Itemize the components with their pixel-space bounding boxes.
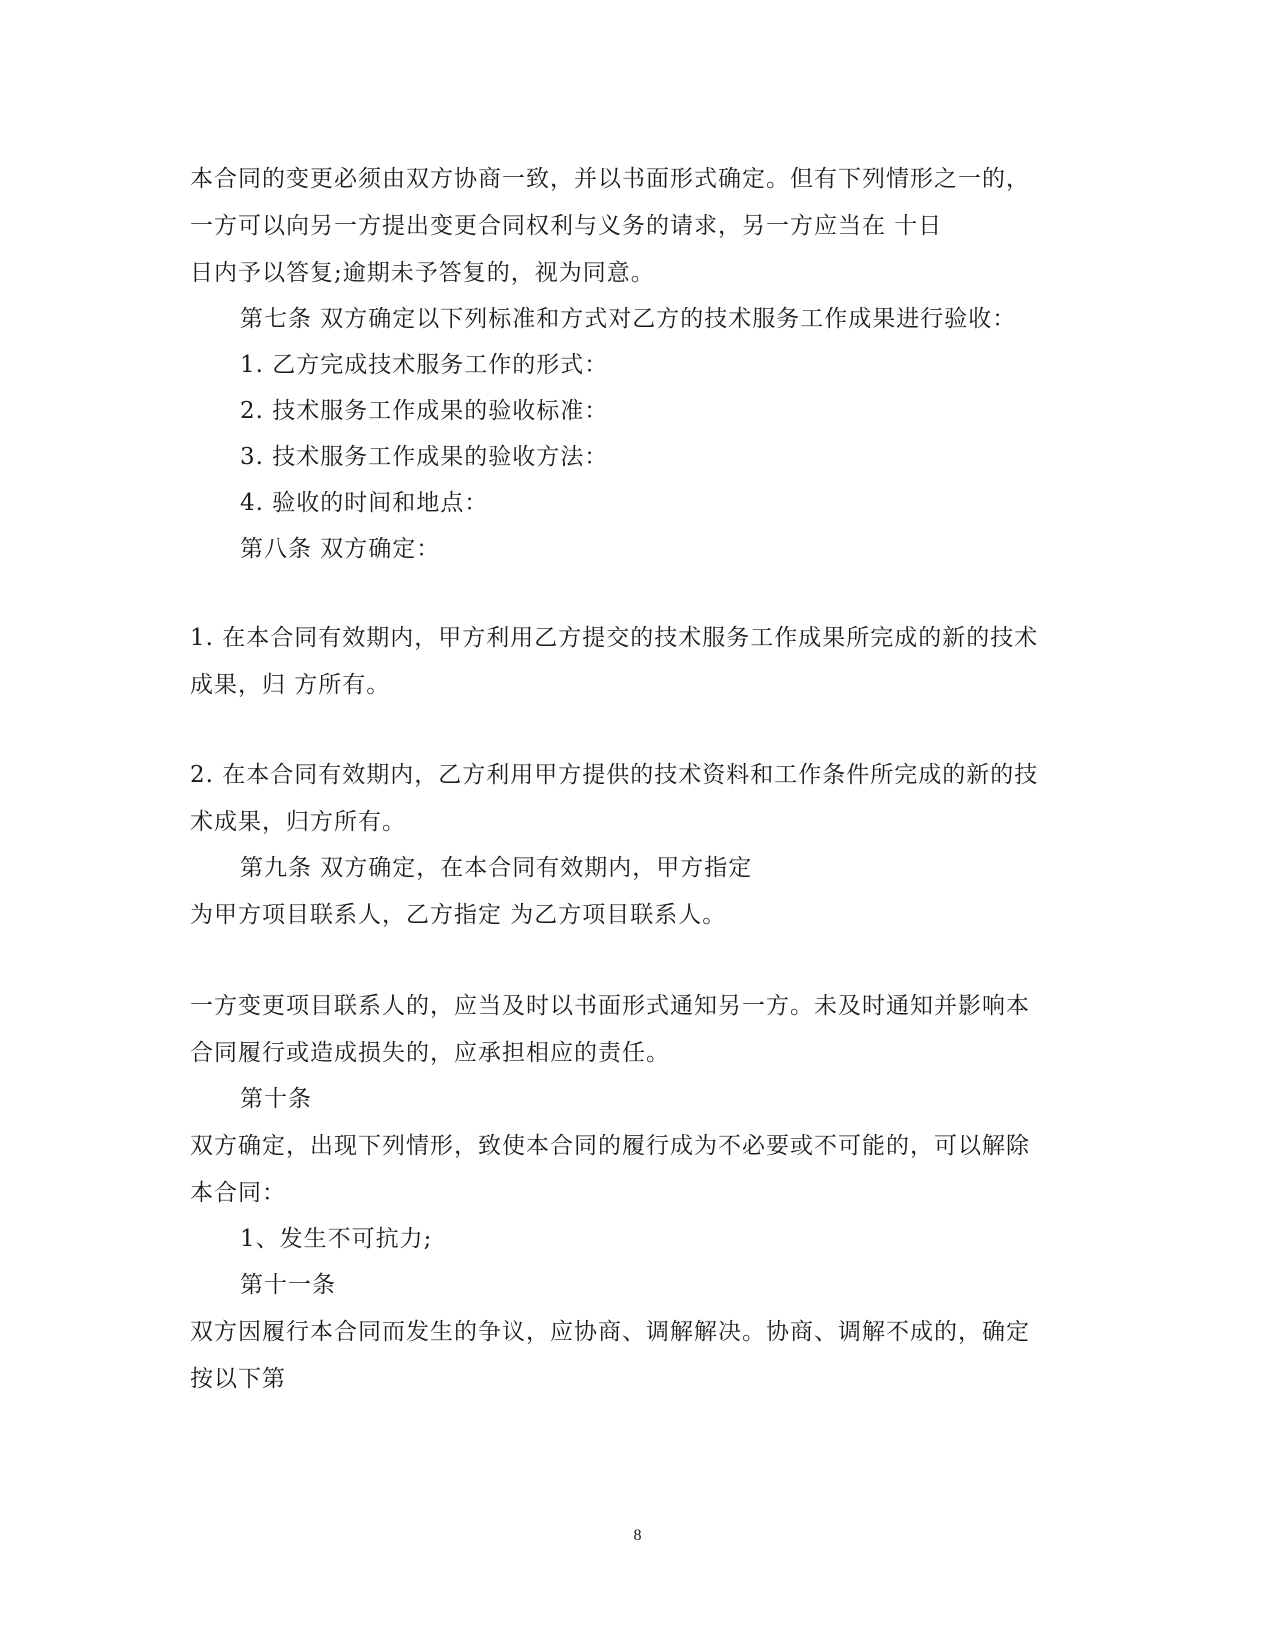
list-item: 1. 乙方完成技术服务工作的形式： <box>240 352 609 378</box>
text-line: 术成果，归方所有。 <box>190 809 406 835</box>
text-line: 本合同： <box>190 1180 286 1206</box>
list-item: 2. 技术服务工作成果的验收标准： <box>240 398 609 424</box>
text-line: 成果，归 方所有。 <box>190 672 391 698</box>
text-line: 1. 在本合同有效期内，甲方利用乙方提交的技术服务工作成果所完成的新的技术 <box>190 625 1039 651</box>
text-line: 一方可以向另一方提出变更合同权利与义务的请求，另一方应当在 十日 <box>190 213 943 239</box>
article-heading: 第七条 双方确定以下列标准和方式对乙方的技术服务工作成果进行验收： <box>240 306 1017 332</box>
article-heading: 第十条 <box>240 1086 312 1112</box>
text-line: 日内予以答复;逾期未予答复的，视为同意。 <box>190 260 655 286</box>
text-line: 按以下第 <box>190 1366 286 1392</box>
text-line: 合同履行或造成损失的，应承担相应的责任。 <box>190 1040 670 1066</box>
article-heading: 第十一条 <box>240 1272 336 1298</box>
list-item: 3. 技术服务工作成果的验收方法： <box>240 444 609 470</box>
text-line: 双方确定，出现下列情形，致使本合同的履行成为不必要或不可能的，可以解除 <box>190 1133 1030 1159</box>
text-line: 2. 在本合同有效期内，乙方利用甲方提供的技术资料和工作条件所完成的新的技 <box>190 762 1039 788</box>
text-line: 本合同的变更必须由双方协商一致，并以书面形式确定。但有下列情形之一的， <box>190 166 1030 192</box>
text-line: 为甲方项目联系人，乙方指定 为乙方项目联系人。 <box>190 902 727 928</box>
page-number: 8 <box>633 1527 642 1544</box>
text-line: 一方变更项目联系人的，应当及时以书面形式通知另一方。未及时通知并影响本 <box>190 993 1030 1019</box>
article-heading: 第九条 双方确定，在本合同有效期内，甲方指定 <box>240 855 753 881</box>
text-line: 双方因履行本合同而发生的争议，应协商、调解解决。协商、调解不成的，确定 <box>190 1319 1030 1345</box>
list-item: 1、发生不可抗力; <box>240 1226 433 1252</box>
article-heading: 第八条 双方确定： <box>240 536 441 562</box>
list-item: 4. 验收的时间和地点： <box>240 490 489 516</box>
